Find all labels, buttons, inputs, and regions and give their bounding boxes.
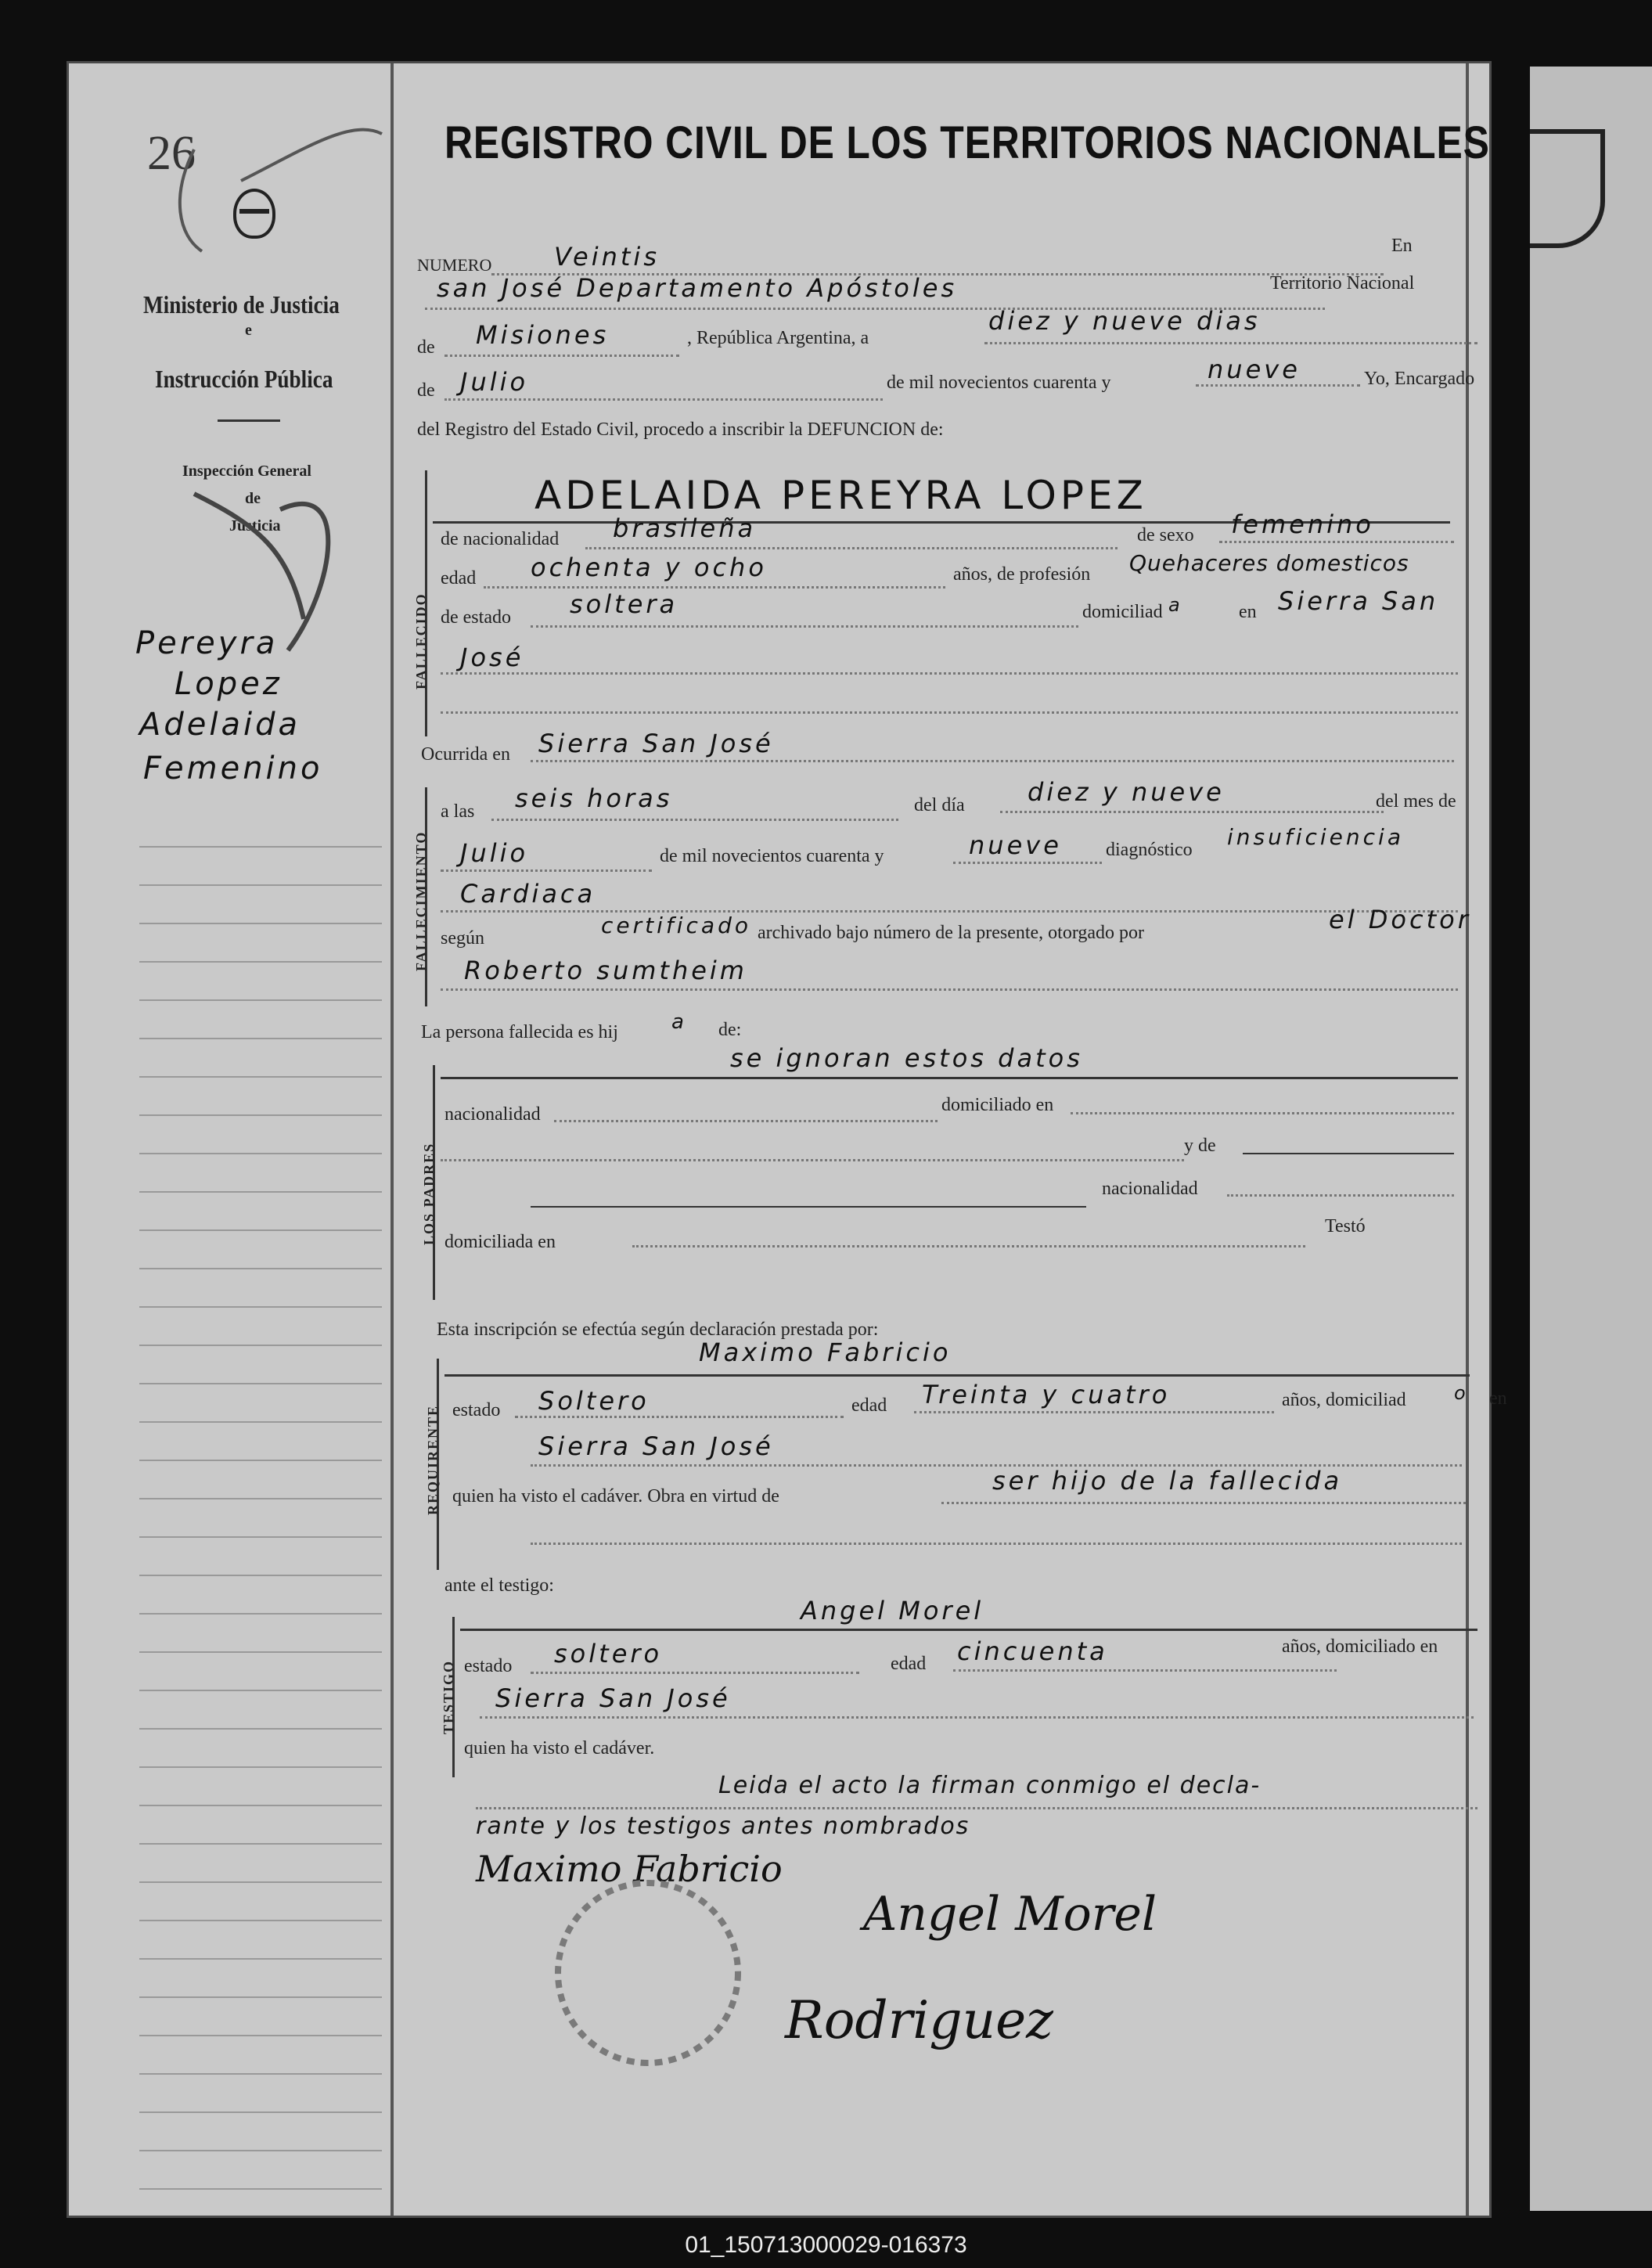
signature-oficial: Rodriguez	[785, 1990, 1053, 2050]
margin-ruled-line	[139, 1114, 382, 1116]
margin-ruled-line	[139, 1191, 382, 1193]
hw-diagnostico-2: Cardiaca	[460, 879, 596, 909]
margin-ruled-line	[139, 1153, 382, 1154]
margin-ruled-line	[139, 1345, 382, 1346]
hw-dia: diez y nueve dias	[988, 306, 1261, 336]
hw-mes: Julio	[460, 367, 529, 397]
margin-ruled-line	[139, 999, 382, 1001]
margin-note-2: Lopez	[175, 666, 283, 702]
margin-note-3: Adelaida	[139, 707, 301, 743]
label-t-edad: edad	[891, 1654, 927, 1674]
hw-ano: nueve	[1208, 355, 1301, 384]
label-t-anos: años, domiciliado en	[1282, 1636, 1438, 1657]
label-p-dom-2: domiciliada en	[444, 1232, 556, 1252]
hw-edad: ochenta y ocho	[531, 553, 767, 582]
label-en: En	[1391, 236, 1413, 256]
margin-ruled-line	[139, 1690, 382, 1691]
label-numero: NUMERO	[417, 255, 492, 275]
hw-diagnostico: insuficiencia	[1227, 824, 1404, 850]
hw-nombre: ADELAIDA PEREYRA LOPEZ	[534, 473, 1147, 518]
label-de-mil: de mil novecientos cuarenta y	[887, 373, 1111, 393]
hw-numero: Veintis	[554, 242, 660, 272]
official-seal	[531, 1856, 765, 2090]
hw-lugar: san José Departamento Apóstoles	[437, 273, 958, 303]
hw-domicilio: Sierra San	[1278, 586, 1439, 616]
margin-ruled-line	[139, 2035, 382, 2036]
register-page	[67, 61, 1507, 2218]
margin-ruled-line	[139, 1076, 382, 1078]
margin-ruled-line	[139, 1996, 382, 1998]
hw-requirente: Maximo Fabricio	[699, 1337, 952, 1367]
margin-ruled-line	[139, 1038, 382, 1039]
image-id-footer: 01_150713000029-016373	[685, 2232, 967, 2258]
section-requirente: REQUIRENTE	[425, 1404, 441, 1515]
margin-ruled-line	[139, 2150, 382, 2151]
margin-ruled-line	[139, 1306, 382, 1308]
label-inscripcion: Esta inscripción se efectúa según declaración prestada por:	[437, 1319, 879, 1340]
label-del-mes: del mes de	[1376, 791, 1456, 812]
hw-mes-2: Julio	[460, 838, 529, 868]
margin-ruled-line	[139, 1383, 382, 1384]
next-page-edge	[1530, 67, 1652, 2211]
label-sexo: de sexo	[1137, 525, 1194, 545]
hw-domiciliad-suffix: a	[1168, 594, 1183, 616]
label-domiciliad: domiciliad	[1082, 602, 1163, 622]
label-del-dia: del día	[914, 795, 965, 815]
margin-ruled-line	[139, 1421, 382, 1423]
margin-ruled-line	[139, 1460, 382, 1461]
margin-ruled-line	[139, 2188, 382, 2190]
margin-ruled-line	[139, 1920, 382, 1921]
label-t-visto: quien ha visto el cadáver.	[464, 1738, 655, 1759]
label-ocurrida: Ocurrida en	[421, 744, 510, 765]
label-segun: según	[441, 928, 484, 949]
margin-ruled-line	[139, 1843, 382, 1845]
hw-estado: soltera	[570, 589, 678, 619]
hw-domicilio-2: José	[460, 643, 524, 672]
label-r-edad: edad	[851, 1395, 887, 1416]
margin-ruled-line	[139, 961, 382, 963]
label-r-anos: años, domiciliad	[1282, 1390, 1406, 1410]
hw-r-dom-suffix: o	[1454, 1382, 1469, 1404]
hw-nacionalidad: brasileña	[613, 513, 757, 543]
hw-doctor: el Doctor	[1329, 905, 1471, 934]
margin-ruled-line	[139, 846, 382, 848]
page-number: 26	[147, 127, 196, 180]
label-de-2: de	[417, 380, 435, 401]
label-edad: edad	[441, 568, 477, 589]
label-diagnostico: diagnóstico	[1106, 840, 1193, 860]
margin-ruled-line	[139, 1766, 382, 1768]
label-de-colon: de:	[718, 1020, 742, 1040]
label-republica: , República Argentina, a	[687, 328, 869, 348]
inspection-line3: Justicia	[229, 517, 281, 535]
label-y-de: y de	[1184, 1136, 1216, 1156]
label-de: de	[417, 337, 435, 358]
label-t-estado: estado	[464, 1656, 513, 1676]
hw-doctor-nombre: Roberto sumtheim	[464, 956, 747, 985]
hw-r-estado: Soltero	[538, 1386, 650, 1416]
margin-ruled-line	[139, 1728, 382, 1730]
label-persona: La persona fallecida es hij	[421, 1022, 618, 1042]
margin-ruled-line	[139, 1651, 382, 1653]
hw-padres: se ignoran estos datos	[730, 1043, 1083, 1073]
ministry-line1: Ministerio de Justicia	[143, 290, 340, 319]
label-p-nac: nacionalidad	[444, 1104, 541, 1125]
margin-ruled-line	[139, 1229, 382, 1231]
label-a-las: a las	[441, 801, 475, 822]
margin-ruled-line	[139, 1613, 382, 1615]
label-ante: ante el testigo:	[444, 1575, 554, 1596]
hw-t-domicilio: Sierra San José	[495, 1683, 731, 1713]
ministry-line3: Instrucción Pública	[155, 365, 333, 393]
hw-ocurrida: Sierra San José	[538, 729, 774, 758]
signature-requirente: Maximo Fabricio	[476, 1848, 783, 1890]
hw-sexo: femenino	[1231, 509, 1374, 539]
margin-note-1: Pereyra	[135, 625, 279, 661]
label-anos-profesion: años, de profesión	[953, 564, 1091, 585]
label-territorio: Territorio Nacional	[1270, 273, 1415, 293]
hw-provincia: Misiones	[476, 320, 610, 350]
inspection-line2: de	[245, 490, 261, 507]
hw-hora: seis horas	[515, 783, 673, 813]
label-testo: Testó	[1325, 1216, 1366, 1237]
signature-testigo: Angel Morel	[863, 1887, 1157, 1942]
margin-ruled-line	[139, 884, 382, 886]
hw-r-edad: Treinta y cuatro	[922, 1380, 1171, 1409]
hw-t-edad: cincuenta	[957, 1636, 1108, 1666]
hw-testigo: Angel Morel	[801, 1596, 984, 1625]
label-nacionalidad: de nacionalidad	[441, 529, 560, 549]
margin-ruled-line	[139, 1881, 382, 1883]
hw-hij-suffix: a	[671, 1010, 687, 1034]
hw-certificado: certificado	[601, 913, 751, 938]
section-fallecimiento: FALLECIMIENTO	[413, 830, 429, 971]
label-archivado: archivado bajo número de la presente, otorgado por	[758, 923, 1145, 943]
margin-ruled-line	[139, 1958, 382, 1960]
label-estado: de estado	[441, 607, 511, 628]
hw-r-virtud: ser hijo de la fallecida	[992, 1466, 1343, 1496]
inspection-line1: Inspección General	[182, 463, 311, 480]
hw-t-estado: soltero	[554, 1639, 663, 1669]
margin-ruled-line	[139, 923, 382, 924]
margin-ruled-line	[139, 2111, 382, 2113]
hw-cierre-1: Leida el acto la firman conmigo el decla-	[718, 1772, 1261, 1799]
label-r-en: en	[1489, 1388, 1507, 1409]
label-r-visto: quien ha visto el cadáver. Obra en virtud de	[452, 1486, 779, 1507]
ministry-line2: e	[245, 322, 252, 339]
margin-ruled-line	[139, 1805, 382, 1806]
label-yo: Yo, Encargado	[1364, 369, 1475, 389]
label-p-dom: domiciliado en	[941, 1095, 1054, 1115]
hw-ano-2: nueve	[969, 830, 1062, 860]
hw-cierre-2: rante y los testigos antes nombrados	[476, 1813, 970, 1840]
hw-r-domicilio: Sierra San José	[538, 1431, 774, 1461]
margin-ruled-line	[139, 1575, 382, 1576]
margin-ruled-line	[139, 1536, 382, 1538]
margin-ruled-line	[139, 2073, 382, 2075]
section-testigo: TESTIGO	[441, 1659, 456, 1734]
margin-note-4: Femenino	[143, 751, 323, 787]
margin-ruled-line	[139, 1268, 382, 1269]
stamp-scribble	[147, 87, 398, 682]
label-p-nac-2: nacionalidad	[1102, 1179, 1198, 1199]
document-title: REGISTRO CIVIL DE LOS TERRITORIOS NACIONALES	[444, 117, 1490, 168]
label-en-2: en	[1239, 602, 1257, 622]
section-padres: LOS PADRES	[421, 1142, 437, 1245]
label-de-mil-2: de mil novecientos cuarenta y	[660, 846, 884, 866]
hw-dia-2: diez y nueve	[1028, 777, 1225, 807]
label-del-registro: del Registro del Estado Civil, procedo a inscribir la DEFUNCION de:	[417, 419, 944, 440]
section-fallecido: FALLECIDO	[413, 592, 429, 689]
label-r-estado: estado	[452, 1400, 501, 1420]
margin-ruled-line	[139, 1498, 382, 1499]
hw-profesion: Quehaceres domesticos	[1129, 550, 1409, 576]
